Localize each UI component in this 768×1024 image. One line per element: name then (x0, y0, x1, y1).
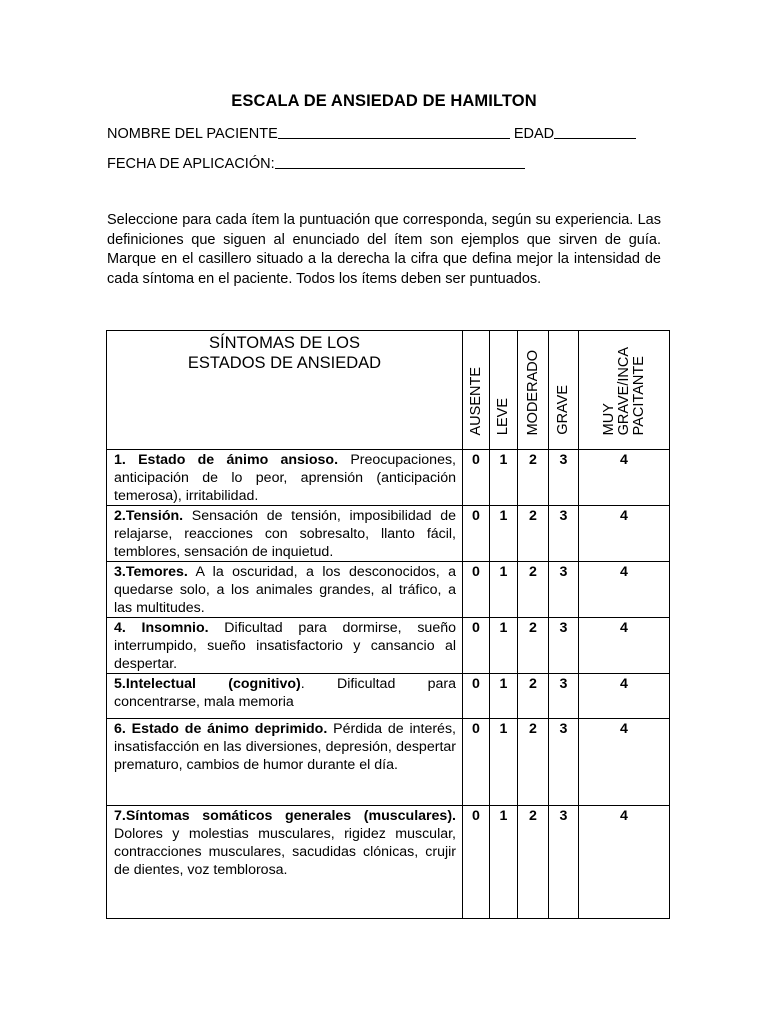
score-cell-1[interactable]: 1 (490, 719, 518, 806)
score-cell-3[interactable]: 3 (549, 506, 579, 562)
symptom-title: 4. Insomnio. (114, 620, 209, 636)
instructions-paragraph: Seleccione para cada ítem la puntuación que corresponda, según su experiencia. Las definiciones que siguen al enunciado del ítem son ejemplos que sirven de guía. Marque en el casillero situado a la derecha la cifra que defina mejor la intensidad de cada síntoma en el paciente. Todos los ítems deben ser puntuados. (107, 212, 661, 287)
table-row (107, 719, 670, 806)
score-cell-0[interactable]: 0 (463, 719, 490, 806)
column-header-label (526, 336, 541, 449)
column-header-line: LEVE (495, 397, 511, 435)
score-cell-2[interactable]: 2 (518, 506, 549, 562)
date-line (107, 154, 525, 172)
score-cell-2[interactable]: 2 (518, 618, 549, 674)
symptom-cell (107, 674, 463, 719)
score-cell-3[interactable]: 3 (549, 806, 579, 919)
symptom-title: 6. Estado de ánimo deprimido. (114, 721, 328, 737)
score-cell-4[interactable]: 4 (579, 450, 670, 506)
symptom-cell (107, 506, 463, 562)
patient-name-label: NOMBRE DEL PACIENTE (107, 126, 278, 142)
column-header-label (556, 371, 571, 449)
symptom-cell (107, 450, 463, 506)
score-cell-1[interactable]: 1 (490, 806, 518, 919)
symptom-description: Pérdida de interés, insatisfacción en las diversiones, depresión, despertar prematuro, cambios de humor durante el día. (114, 721, 456, 773)
score-cell-4[interactable]: 4 (579, 674, 670, 719)
score-cell-0[interactable]: 0 (463, 562, 490, 618)
score-cell-4[interactable]: 4 (579, 562, 670, 618)
table-row (107, 562, 670, 618)
score-cell-2[interactable]: 2 (518, 719, 549, 806)
table-header-row (107, 331, 670, 450)
table-row (107, 806, 670, 919)
score-cell-3[interactable]: 3 (549, 618, 579, 674)
column-header-label (496, 384, 511, 449)
table-row (107, 506, 670, 562)
symptom-description: . Dificultad para concentrarse, mala memoria (114, 676, 456, 710)
score-cell-3[interactable]: 3 (549, 450, 579, 506)
score-cell-1[interactable]: 1 (490, 674, 518, 719)
column-header-line: MUY (600, 402, 617, 435)
score-cell-1[interactable]: 1 (490, 506, 518, 562)
score-cell-4[interactable]: 4 (579, 719, 670, 806)
column-header-line: GRAVE/INCA (615, 346, 632, 435)
column-header-moderate (518, 331, 549, 450)
age-blank[interactable] (554, 124, 636, 139)
date-label: FECHA DE APLICACIÓN: (107, 156, 275, 172)
score-cell-0[interactable]: 0 (463, 674, 490, 719)
column-header-label (469, 353, 484, 450)
column-header-absent (463, 331, 490, 450)
score-cell-0[interactable]: 0 (463, 806, 490, 919)
score-cell-2[interactable]: 2 (518, 562, 549, 618)
score-cell-0[interactable]: 0 (463, 506, 490, 562)
score-cell-1[interactable]: 1 (490, 562, 518, 618)
score-cell-2[interactable]: 2 (518, 806, 549, 919)
age-label: EDAD (513, 126, 555, 142)
symptom-cell (107, 806, 463, 919)
symptom-cell (107, 719, 463, 806)
score-cell-4[interactable]: 4 (579, 806, 670, 919)
score-cell-1[interactable]: 1 (490, 618, 518, 674)
symptom-title: 7.Síntomas somáticos generales (musculares). (114, 808, 456, 824)
column-header-line: PACITANTE (630, 355, 647, 435)
date-blank[interactable] (275, 154, 525, 169)
table-row (107, 618, 670, 674)
column-header-very-severe (579, 331, 670, 450)
symptom-description: A la oscuridad, a los desconocidos, a quedarse solo, a los animales grandes, al tráfico, a las multitudes. (114, 564, 456, 616)
score-cell-3[interactable]: 3 (549, 674, 579, 719)
page-title: ESCALA DE ANSIEDAD DE HAMILTON (231, 92, 537, 110)
symptom-title: 1. Estado de ánimo ansioso. (114, 452, 339, 468)
symptom-description: Dolores y molestias musculares, rigidez muscular, contracciones musculares, sacudidas clónicas, crujir de dientes, voz temblorosa. (114, 826, 456, 878)
column-header-line: AUSENTE (467, 366, 484, 435)
symptom-description: Dificultad para dormirse, sueño interrumpido, sueño insatisfactorio y cansancio al despertar. (114, 620, 456, 672)
column-header-line: MODERADO (524, 349, 541, 435)
score-cell-2[interactable]: 2 (518, 450, 549, 506)
column-header-mild (490, 331, 518, 450)
symptom-description: Preocupaciones, anticipación de lo peor, aprensión (anticipación temerosa), irritabilidad. (114, 452, 456, 504)
patient-name-blank[interactable] (278, 124, 510, 139)
column-header-severe (549, 331, 579, 450)
score-cell-3[interactable]: 3 (549, 562, 579, 618)
symptom-title: 3.Temores. (114, 564, 188, 580)
hamilton-scale-table (106, 330, 670, 919)
score-cell-3[interactable]: 3 (549, 719, 579, 806)
score-cell-2[interactable]: 2 (518, 674, 549, 719)
symptoms-header: SÍNTOMAS DE LOS ESTADOS DE ANSIEDAD (107, 331, 463, 450)
symptom-title: 5.Intelectual (cognitivo) (114, 676, 301, 692)
symptom-cell (107, 562, 463, 618)
score-cell-4[interactable]: 4 (579, 618, 670, 674)
column-header-line: GRAVE (555, 385, 571, 435)
table-row (107, 450, 670, 506)
column-header-label (602, 333, 647, 449)
symptom-cell (107, 618, 463, 674)
patient-info-line (107, 124, 636, 142)
symptom-description: Sensación de tensión, imposibilidad de relajarse, reacciones con sobresalto, llanto fácil, temblores, sensación de inquietud. (114, 508, 456, 560)
score-cell-1[interactable]: 1 (490, 450, 518, 506)
table-row (107, 674, 670, 719)
score-cell-4[interactable]: 4 (579, 506, 670, 562)
score-cell-0[interactable]: 0 (463, 618, 490, 674)
score-cell-0[interactable]: 0 (463, 450, 490, 506)
symptom-title: 2.Tensión. (114, 508, 184, 524)
